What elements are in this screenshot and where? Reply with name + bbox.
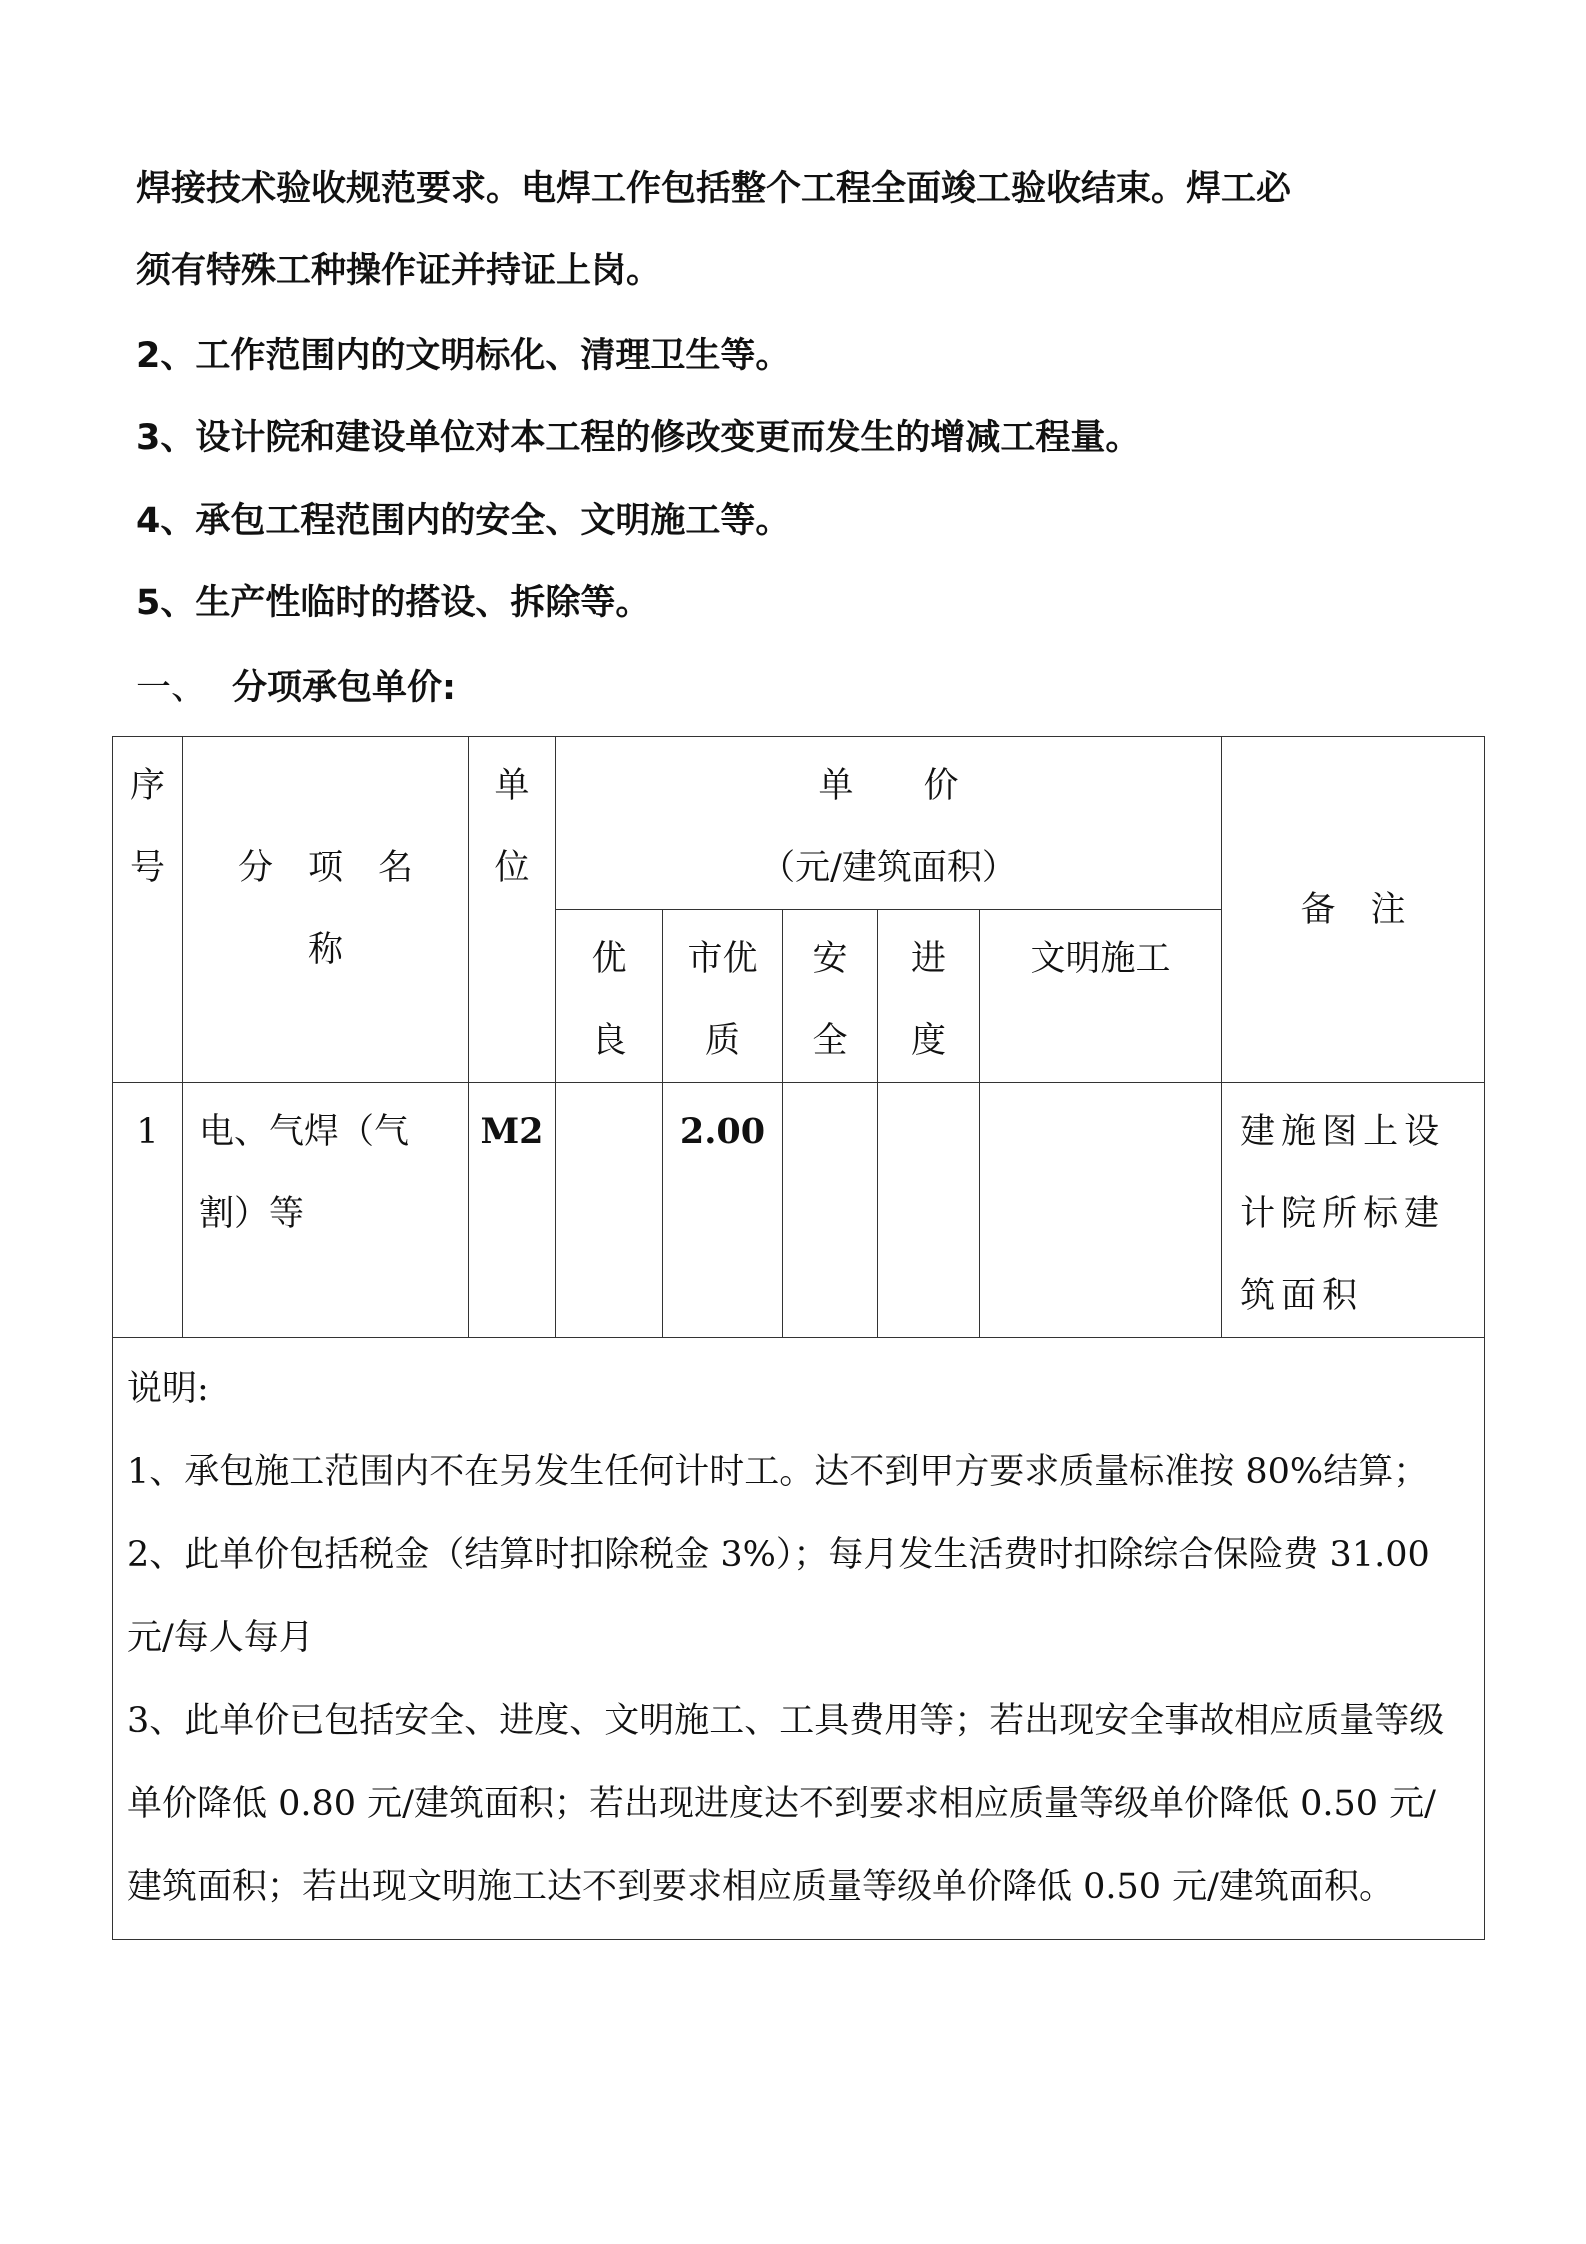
header-unit-price: 单 价 （元/建筑面积）	[556, 737, 1222, 910]
notes-row	[113, 1338, 1485, 1940]
header-remark: 备 注	[1222, 737, 1485, 1083]
header-safety: 安 全	[783, 910, 878, 1083]
header-unit: 单 位	[469, 737, 556, 1083]
note-1: 1、承包施工范围内不在另发生任何计时工。达不到甲方要求质量标准按 80%结算；	[127, 1452, 1429, 1492]
intro-line-1: 焊接技术验收规范要求。电焊工作包括整个工程全面竣工验收结束。焊工必	[136, 169, 1292, 209]
scope-item-4: 4、承包工程范围内的安全、文明施工等。	[136, 501, 791, 541]
header-progress: 进 度	[878, 910, 980, 1083]
header-city-quality: 市优 质	[663, 910, 783, 1083]
unit-price-table	[112, 736, 1485, 1940]
header-item-name: 分 项 名 称	[183, 737, 469, 1083]
section-heading	[136, 647, 1476, 729]
notes-cell	[113, 1338, 1485, 1940]
row-item-name: 电、气焊（气割）等	[183, 1083, 469, 1338]
row-civil	[980, 1083, 1222, 1338]
scope-item-2: 2、工作范围内的文明标化、清理卫生等。	[136, 336, 791, 376]
table-row	[113, 1083, 1485, 1338]
row-seq: 1	[113, 1083, 183, 1338]
intro-line-2: 须有特殊工种操作证并持证上岗。	[136, 251, 662, 291]
row-city-quality: 2.00	[663, 1083, 783, 1338]
header-row-top	[113, 737, 1485, 910]
header-civil-construction: 文明施工	[980, 910, 1222, 1083]
note-2: 2、此单价包括税金（结算时扣除税金 3%）；每月发生活费时扣除综合保险费 31.00 元/每人每月	[127, 1535, 1430, 1658]
header-excellent: 优 良	[556, 910, 663, 1083]
header-seq: 序 号	[113, 737, 183, 1083]
row-remark: 建施图上设计院所标建筑面积	[1222, 1083, 1485, 1338]
section-number: 一、	[136, 668, 207, 708]
row-progress	[878, 1083, 980, 1338]
scope-item-3: 3、设计院和建设单位对本工程的修改变更而发生的增减工程量。	[136, 418, 1141, 458]
scope-item-5: 5、生产性临时的搭设、拆除等。	[136, 583, 651, 623]
notes-title: 说明:	[127, 1369, 209, 1409]
row-safety	[783, 1083, 878, 1338]
note-3: 3、此单价已包括安全、进度、文明施工、工具费用等；若出现安全事故相应质量等级单价降低 0.80 元/建筑面积；若出现进度达不到要求相应质量等级单价降低 0.50 元/建筑面积；若出现文明施工达不到要求相应质量等级单价降低 0.50 元/建筑面积。	[127, 1701, 1445, 1907]
row-excellent	[556, 1083, 663, 1338]
section-title: 分项承包单价:	[232, 668, 456, 708]
row-unit: M2	[469, 1083, 556, 1338]
